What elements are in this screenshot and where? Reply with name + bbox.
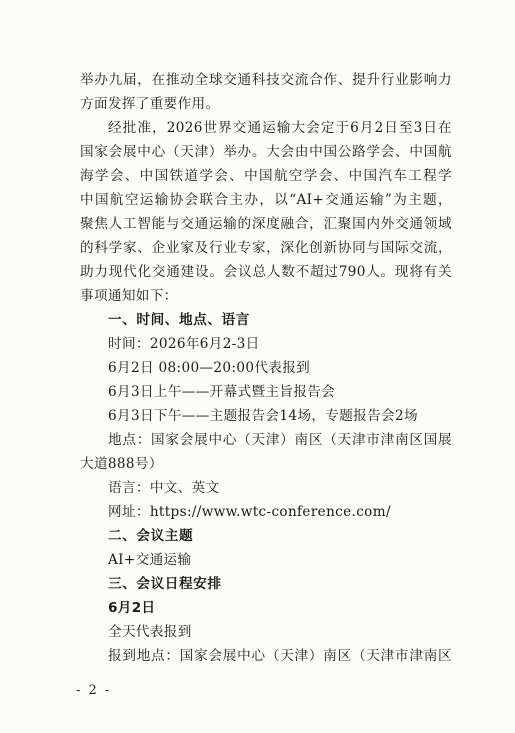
text-line: 报到地点：国家会展中心（天津）南区（天津市津南区 xyxy=(108,648,452,664)
text-line: 大道888号） xyxy=(80,456,163,472)
text-line: AI+交通运输 xyxy=(108,552,192,568)
text-line: 国家会展中心（天津）举办。大会由中国公路学会、中国航 xyxy=(80,144,452,160)
section-heading: 一、时间、地点、语言 xyxy=(108,312,250,328)
text-line: 聚焦人工智能与交通运输的深度融合，汇聚国内外交通领域 xyxy=(80,216,452,232)
text-line: 事项通知如下： xyxy=(80,288,178,304)
text-line: 6月2日 08:00—20:00代表报到 xyxy=(108,360,311,376)
text-line: 6月3日下午——主题报告会14场，专题报告会2场 xyxy=(108,408,418,424)
section-heading: 三、会议日程安排 xyxy=(108,576,222,592)
document-body xyxy=(80,68,452,668)
text-line[interactable]: 网址：https://www.wtc-conference.com/ xyxy=(108,504,391,520)
text-line: 举办九届，在推动全球交通科技交流合作、提升行业影响力 xyxy=(80,72,452,88)
text-line: 语言：中文、英文 xyxy=(108,480,220,496)
text-line: 海学会、中国铁道学会、中国航空学会、中国汽车工程学 xyxy=(80,168,452,184)
text-line: 中国航空运输协会联合主办，以“AI+交通运输”为主题， xyxy=(80,192,452,208)
text-line: 经批准，2026世界交通运输大会定于6月2日至3日在 xyxy=(108,120,452,136)
date-subheading: 6月2日 xyxy=(108,600,156,616)
text-line: 方面发挥了重要作用。 xyxy=(80,96,220,112)
page-number: - 2 - xyxy=(76,683,112,698)
section-heading: 二、会议主题 xyxy=(108,528,194,544)
text-line: 6月3日上午——开幕式暨主旨报告会 xyxy=(108,384,336,400)
text-line: 的科学家、企业家及行业专家，深化创新协同与国际交流， xyxy=(80,240,452,256)
text-line: 时间：2026年6月2-3日 xyxy=(108,336,260,352)
text-line: 地点：国家会展中心（天津）南区（天津市津南区国展 xyxy=(108,432,452,448)
text-line: 助力现代化交通建设。会议总人数不超过790人。现将有关 xyxy=(80,264,452,280)
text-line: 全天代表报到 xyxy=(108,624,192,640)
